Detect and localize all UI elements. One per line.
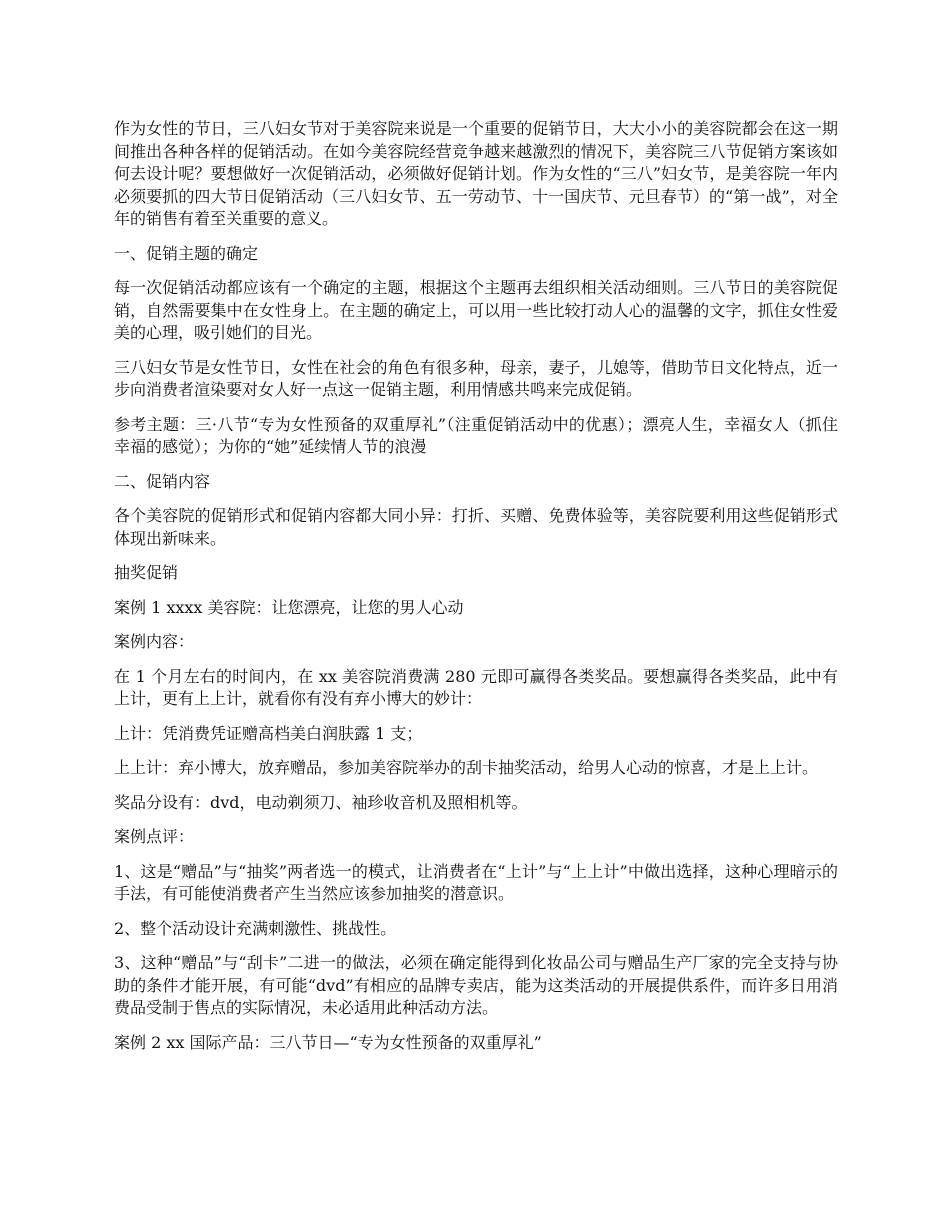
upper-plan-paragraph: 上计：凭消费凭证赠高档美白润肤露 1 支； <box>114 723 423 743</box>
review-point-1: 1、这是“赠品”与“抽奖”两者选一的模式，让消费者在“上计”与“上上计”中做出选择，这种心理暗示的手法，有可能使消费者产生当然应该参加抽奖的潜意识。 <box>114 861 838 903</box>
prizes-paragraph: 奖品分设有：dvd，电动剃须刀、袖珍收音机及照相机等。 <box>114 792 528 812</box>
intro-paragraph: 作为女性的节日，三八妇女节对于美容院来说是一个重要的促销节日，大大小小的美容院都会在这一期间推出各种各样的促销活动。在如今美容院经营竞争越来越激烈的情况下，美容院三八节促销方案该如何去设计呢？要想做好一次促销活动，必须做好促销计划。作为女性的“三八”妇女节，是美容院一年内必须要抓的四大节日促销活动（三八妇女节、五一劳动节、十一国庆节、元旦春节）的“第一战”，对全年的销售有着至关重要的意义。 <box>114 119 838 228</box>
review-point-3: 3、这种“赠品”与“刮卡”二进一的做法，必须在确定能得到化妆品公司与赠品生产厂家的完全支持与协助的条件才能开展，有可能“dvd”有相应的品牌专卖店，能为这类活动的开展提供系件，而许多日用消费品受制于售点的实际情况，未必适用此种活动方法。 <box>114 953 838 1017</box>
section-heading-content: 二、促销内容 <box>114 471 211 491</box>
case-content-label: 案例内容： <box>114 632 195 651</box>
case-2-title: 案例 2 xx 国际产品：三八节日—“专为女性预备的双重厚礼” <box>114 1032 542 1052</box>
case-content-paragraph: 在 1 个月左右的时间内，在 xx 美容院消费满 280 元即可赢得各类奖品。要想赢得各类奖品，此中有上计，更有上上计，就看你有没有弃小博大的妙计： <box>114 666 838 708</box>
best-plan-paragraph: 上上计：弃小博大，放弃赠品，参加美容院举办的刮卡抽奖活动，给男人心动的惊喜，才是上上计。 <box>114 758 819 777</box>
lottery-heading: 抽奖促销 <box>114 563 179 582</box>
case-review-label: 案例点评： <box>114 827 195 846</box>
content-paragraph: 各个美容院的促销形式和促销内容都大同小异：打折、买赠、免费体验等，美容院要利用这些促销形式体现出新味来。 <box>114 506 838 548</box>
section-heading-theme: 一、促销主题的确定 <box>114 243 259 263</box>
case-1-title: 案例 1 xxxx 美容院：让您漂亮，让您的男人心动 <box>114 597 464 617</box>
document-body <box>114 118 838 1066</box>
reference-theme-paragraph: 参考主题：三·八节“专为女性预备的双重厚礼”（注重促销活动中的优惠）；漂亮人生，幸福女人（抓住幸福的感觉）；为你的“她”延续情人节的浪漫 <box>114 414 838 456</box>
theme-paragraph-1: 每一次促销活动都应该有一个确定的主题，根据这个主题再去组织相关活动细则。三八节日的美容院促销，自然需要集中在女性身上。在主题的确定上，可以用一些比较打动人心的温馨的文字，抓住女性爱美的心理，吸引她们的目光。 <box>114 278 838 342</box>
theme-paragraph-2: 三八妇女节是女性节日，女性在社会的角色有很多种，母亲，妻子，儿媳等，借助节日文化特点，近一步向消费者渲染要对女人好一点这一促销主题，利用情感共鸣来完成促销。 <box>114 357 838 399</box>
review-point-2: 2、整个活动设计充满刺激性、挑战性。 <box>114 918 397 938</box>
